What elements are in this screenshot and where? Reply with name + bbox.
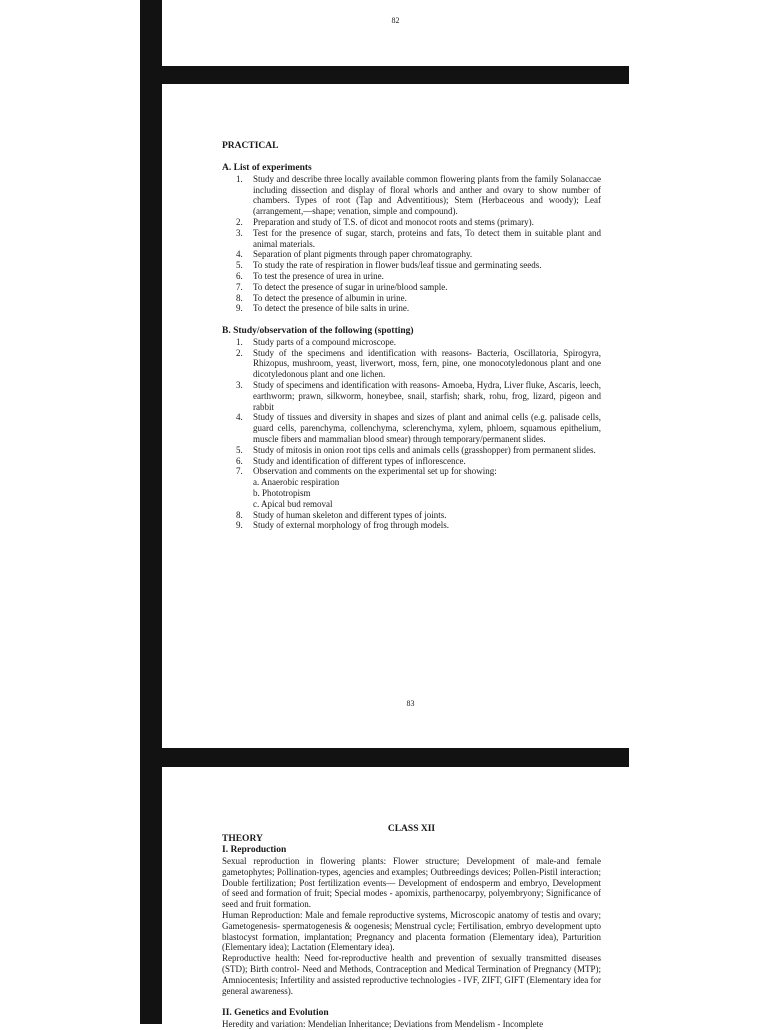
genetics-heading: II. Genetics and Evolution: [222, 1008, 329, 1018]
practical-title: PRACTICAL: [222, 141, 279, 151]
list-item: 3. Test for the presence of sugar, starch, proteins and fats, To detect them in suitable plant and animal materials.: [236, 227, 601, 249]
list-item: 8. Study of human skeleton and different types of joints.: [236, 509, 447, 520]
list-item: 6. To test the presence of urea in urine.: [236, 270, 384, 281]
spotting-list: [222, 337, 601, 531]
page-82: [162, 0, 629, 66]
list-item: 8. To detect the presence of albumin in urine.: [236, 292, 407, 303]
section-b: [222, 326, 601, 531]
list-item: 9. Study of external morphology of frog through models.: [236, 520, 449, 531]
list-item: 2. Study of the specimens and identification with reasons- Bacteria, Oscillatoria, Spirogyra, Rhizopus, mushroom, yeast, liverwort, moss, fern, pine, one monocotyledonous plant and one dicotyledonous plant and one lichen.: [236, 347, 601, 380]
paragraph: Human Reproduction: Male and female reproductive systems, Microscopic anatomy of testis and ovary; Gametogenesis- spermatogenesis & oogenesis; Menstrual cycle; Fertilisation, embryo development upto blastocyst formation, implantation; Pregnancy and placenta formation (Elementary idea), Parturition (Elementary idea); Lactation (Elementary idea).: [222, 909, 601, 953]
viewer-left-strip: [140, 0, 162, 1024]
theory-heading: THEORY: [222, 834, 263, 844]
list-item: 5. Study of mitosis in onion root tips cells and animals cells (grasshopper) from permanent slides.: [236, 444, 596, 455]
section-b-heading: B. Study/observation of the following (spotting): [222, 326, 414, 336]
reproduction-heading: I. Reproduction: [222, 845, 287, 855]
list-item: 4. Separation of plant pigments through paper chromatography.: [236, 249, 473, 260]
section-a-heading: A. List of experiments: [222, 163, 312, 173]
list-item: 2. Preparation and study of T.S. of dicot and monocot roots and stems (primary).: [236, 216, 534, 227]
list-item: 9. To detect the presence of bile salts in urine.: [236, 303, 410, 314]
class-title: CLASS XII: [387, 824, 436, 834]
genetics-first-line: Heredity and variation: Mendelian Inheritance; Deviations from Mendelism - Incomplete: [222, 1019, 544, 1029]
sub-list: [253, 477, 601, 509]
list-item: 1. Study and describe three locally available common flowering plants from the family Solanaccae including dissection and display of floral whorls and anther and ovary to show number of chambers. Types of root (Tap and Adventitious); Stem (Herbaceous and woody); Leaf (arrangement,—shape; venation, simple and compound).: [236, 173, 601, 217]
list-item: 7. To detect the presence of sugar in urine/blood sample.: [236, 281, 448, 292]
experiment-list: [222, 174, 601, 314]
list-item: 3. Study of specimens and identification with reasons- Amoeba, Hydra, Liver fluke, Ascaris, leech, earthworm; prawn, silkworm, honeybee, snail, starfish; shark, rohu, frog, lizard, pigeon and rabbit: [236, 379, 601, 412]
page-gap-1: [140, 66, 629, 84]
sub-item: c. Apical bud removal: [253, 498, 333, 509]
paragraph: Reproductive health: Need for-reproductive health and prevention of sexually transmitted diseases (STD); Birth control- Need and Methods, Contraception and Medical Termination of Pregnancy (MTP); Amniocentesis; Infertility and assisted reproductive technologies - IVF, ZIFT, GIFT (Elementary idea for general awareness).: [222, 953, 601, 996]
list-item: 5. To study the rate of respiration in flower buds/leaf tissue and germinating seeds.: [236, 260, 542, 271]
section-a: [222, 163, 601, 314]
page-number: 83: [406, 699, 415, 708]
page-gap-2: [140, 748, 629, 767]
paragraph: Sexual reproduction in flowering plants: Flower structure; Development of male-and female gametophytes; Pollination-types, agencies and examples; Outbreedings devices; Pollen-Pistil interaction; Double fertilization; Post fertilization events— Development of endosperm and embryo, Development of seed and formation of fruit; Special modes - apomixis, parthenocarpy, polyembryony; Significance of seed and fruit formation.: [222, 856, 601, 910]
reproduction-text: [222, 856, 601, 996]
list-item: 7. Observation and comments on the experimental set up for showing: a. Anaerobic respiration b. Phototropism c. Apical bud removal: [222, 466, 601, 509]
sub-item: a. Anaerobic respiration: [253, 477, 340, 488]
list-item: 1. Study parts of a compound microscope.: [236, 336, 396, 347]
page-number: 82: [391, 16, 400, 25]
sub-item: b. Phototropism: [253, 487, 311, 498]
list-item: 4. Study of tissues and diversity in shapes and sizes of plant and animal cells (e.g. palisade cells, guard cells, parenchyma, collenchyma, sclerenchyma, xylem, phloem, squamous epithelium, muscle fibers and mammalian blood smear) through temporary/permanent slides.: [236, 412, 601, 444]
list-item: 6. Study and identification of different types of inflorescence.: [236, 455, 466, 466]
